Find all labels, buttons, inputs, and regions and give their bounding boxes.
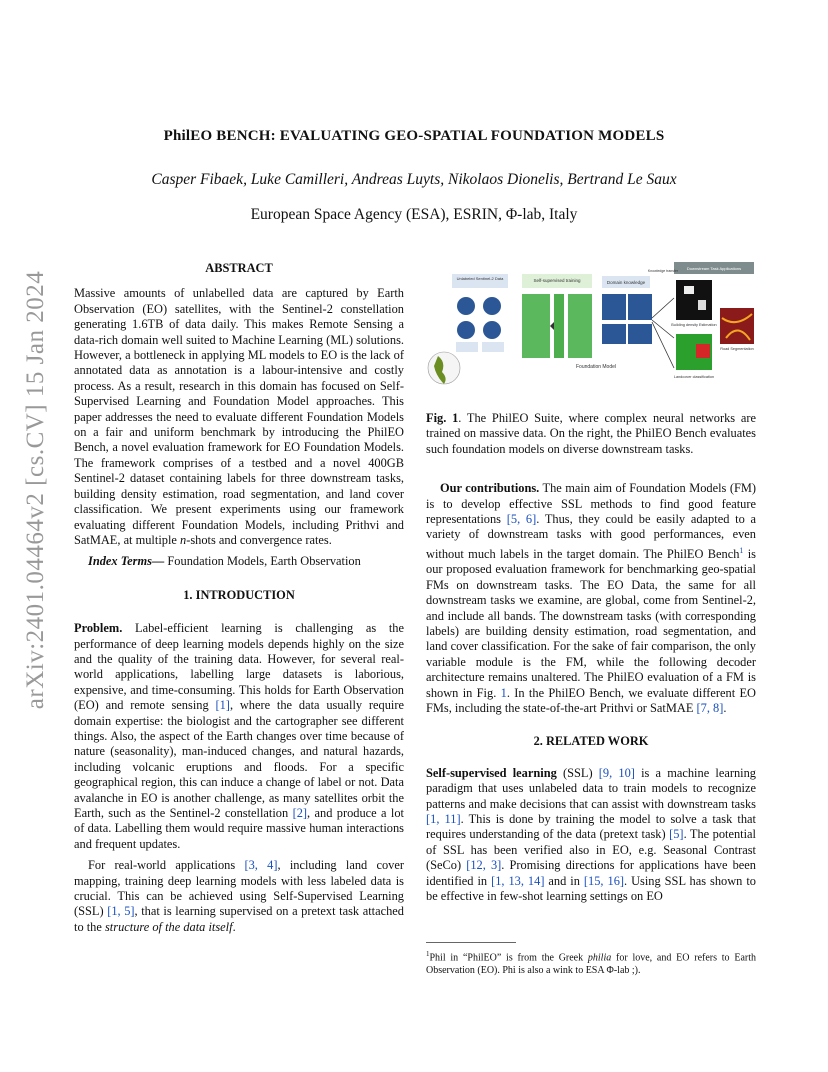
citation-link[interactable]: [9, 10] — [598, 765, 635, 780]
related-work-paragraph: Self-supervised learning (SSL) [9, 10] is a machine learning paradigm that uses unlabeled data to train models to recognize patterns and make decisions that can assist with downstream tasks [1, 11]. This is done by training the model to solve a task that requires understanding of the data (pretext task) [5]. The potential of SSL has been verified also in EO, e.g. Seasonal Contrast (SeCo) [12, 3]. Promising directions for applications have been identified in [1, 13, 14] and in [15, 16]. Using SSL has shown to be effective in few-shot learning settings on EO — [426, 765, 757, 904]
domain-box-1 — [602, 294, 626, 320]
paper-title: PhilEO BENCH: EVALUATING GEO-SPATIAL FOUNDATION MODELS — [163, 128, 665, 144]
domain-box-4 — [628, 324, 652, 344]
citation-link[interactable]: [1] — [215, 698, 230, 713]
road-segmentation-label: Road Segmentation — [720, 347, 754, 351]
figure-1 — [426, 258, 756, 398]
ssl-header-label: Self-supervised training — [533, 278, 581, 283]
ssl-block-2 — [554, 294, 564, 358]
footnote: $^1$Phil in “PhilEO” is from the Greek philia for love, and EO refers to Earth Observation (EO). Phi is also a wink to ESA Φ-lab ;). — [426, 950, 756, 976]
citation-link[interactable]: [12, 3] — [466, 858, 502, 873]
abstract-heading: ABSTRACT — [205, 261, 273, 275]
arxiv-id: arXiv:2401.04464v2 [cs.CV] 15 Jan 2024 — [22, 270, 49, 710]
globe-icon — [483, 297, 501, 315]
citation-link[interactable]: [15, 16] — [583, 873, 625, 888]
figure-caption: Fig. 1. The PhilEO Suite, where complex neural networks are trained on massive data. On the right, the PhilEO Bench evaluates such foundation models on diverse downstream tasks. — [426, 411, 756, 456]
unlabelled-box-2 — [482, 342, 504, 352]
arxiv-sidebar — [18, 270, 54, 710]
footnote-rule — [426, 942, 516, 943]
foundation-model-label: Foundation Model — [575, 364, 617, 370]
landcover-label: Landcover classification — [673, 375, 715, 379]
landcover-patch — [696, 344, 710, 358]
knowledge-transfer-label: Knowledge transfer — [647, 269, 679, 273]
citation-link[interactable]: [1, 13, 14] — [491, 873, 545, 888]
philEO-suite-diagram — [426, 258, 756, 398]
unlabelled-header-label: Unlabeled Sentinel-2 Data — [456, 276, 504, 281]
building-highlight-1 — [684, 286, 694, 294]
paper-authors: Casper Fibaek, Luke Camilleri, Andreas Luyts, Nikolaos Dionelis, Bertrand Le Saux — [151, 171, 677, 188]
downstream-header-label: Downstream Task Applications — [686, 266, 742, 271]
domain-box-2 — [628, 294, 652, 320]
ssl-encoder-box — [522, 294, 550, 358]
citation-link[interactable]: [5, 6] — [506, 512, 537, 527]
ssl-decoder-box — [568, 294, 592, 358]
building-density-label: Building density Estimation — [671, 323, 717, 327]
right-column — [426, 411, 756, 905]
citation-link[interactable]: [2] — [292, 806, 308, 820]
arrow-icon — [550, 322, 554, 330]
citation-link[interactable]: [3, 4] — [244, 858, 278, 873]
domain-box-3 — [602, 324, 626, 344]
related-work-heading: 2. RELATED WORK — [533, 734, 649, 749]
data-icon — [457, 321, 475, 339]
intro-paragraph-2: For real-world applications [3, 4], including land cover mapping, training deep learning models with less labeled data is crucial. This can be achieved using Self-Supervised Learning (SSL) [1, 5], that is learning supervised on a pretext task attached to the structure of the data itself. — [74, 858, 404, 934]
domain-header-label: Domain knowledge — [606, 280, 646, 285]
citation-link[interactable]: [5] — [669, 827, 684, 842]
unlabelled-box-1 — [456, 342, 478, 352]
transfer-line-1 — [652, 298, 674, 318]
contributions-paragraph: Our contributions. The main aim of Foundation Models (FM) is to develop effective SSL methods to find good feature representations [5, 6]. Thus, they could be easily adapted to a variety of downstream tasks with good performances, even without much labels in the target domain. The PhilEO Bench$^1$ is our proposed evaluation framework for benchmarking geo-spatial FMs on downstream tasks. The EO Data, the same for all downstream tasks we examine, are global, come from Sentinel-2, and include all bands. The downstream tasks (with corresponding labels) are building density estimation, road segmentation, and land cover classification. For the sake of fair comparison, the only variable module is the FM, while the following decoder architecture remains unaltered. The PhilEO evaluation of a FM is shown in Fig. 1. In the PhilEO Bench, we evaluate different EO FMs, including the state-of-the-art Prithvi or SatMAE [7, 8]. — [426, 481, 757, 716]
index-terms: Index Terms— Foundation Models, Earth Observation — [88, 554, 361, 569]
citation-link[interactable]: [7, 8] — [696, 701, 724, 716]
footnote-link[interactable]: 1 — [739, 545, 744, 555]
left-column — [74, 261, 404, 935]
abstract-text: Massive amounts of unlabelled data are captured by Earth Observation (EO) satellites, with the Sentinel-2 constellation generating 1.6TB of data daily. This makes Remote Sensing a data-rich domain well suited to Machine Learning (ML) solutions. However, a bottleneck in applying ML models to EO is the lack of annotated data as annotation is a labour-intensive and costly process. As a result, research in this domain has focused on Self-Supervised Learning and Foundation Model approaches. This paper addresses the need to evaluate different Foundation Models on a fair and uniform benchmark by introducing the PhilEO Bench, a novel evaluation framework for EO Foundation Models. The framework comprises of a testbed and a novel 400GB Sentinel-2 dataset containing labels for three downstream tasks, building density estimation, road segmentation, and land cover classification. We present experiments using our framework evaluating different Foundation Models, including Prithvi and SatMAE, at multiple n-shots and convergence rates. — [74, 286, 404, 547]
satellite-icon — [457, 297, 475, 315]
citation-link[interactable]: [1, 5] — [107, 904, 135, 919]
intro-paragraph-1: Problem. Label-efficient learning is challenging as the performance of deep learning models depends highly on the size and the quality of the training data. However, for several real-world applications, labelling large datasets is laborious, expensive, and time-consuming. This holds for Earth Observation (EO) and remote sensing [1], where the data usually require domain expertise: the biologist and the cartographer see different things. Also, the aspect of the Earth changes over time because of nature (seasonality), man-induced changes, and natural hazards, including volcanic eruptions and floods. For a specific geographical region, this can induce a change of label or not. Data avalanche in EO is another challenge, as many satellites orbit the Earth, such as the Sentinel-2 constellation [2], and produce a lot of data. Labelling them would require massive human interactions and frequent updates. — [74, 621, 405, 851]
sensor-icon — [483, 321, 501, 339]
figure-link[interactable]: 1 — [500, 685, 507, 700]
citation-link[interactable]: [1, 11] — [426, 812, 461, 827]
building-highlight-2 — [698, 300, 706, 310]
introduction-heading: 1. INTRODUCTION — [183, 587, 295, 602]
paper-affiliation: European Space Agency (ESA), ESRIN, Φ-lab, Italy — [250, 206, 578, 223]
